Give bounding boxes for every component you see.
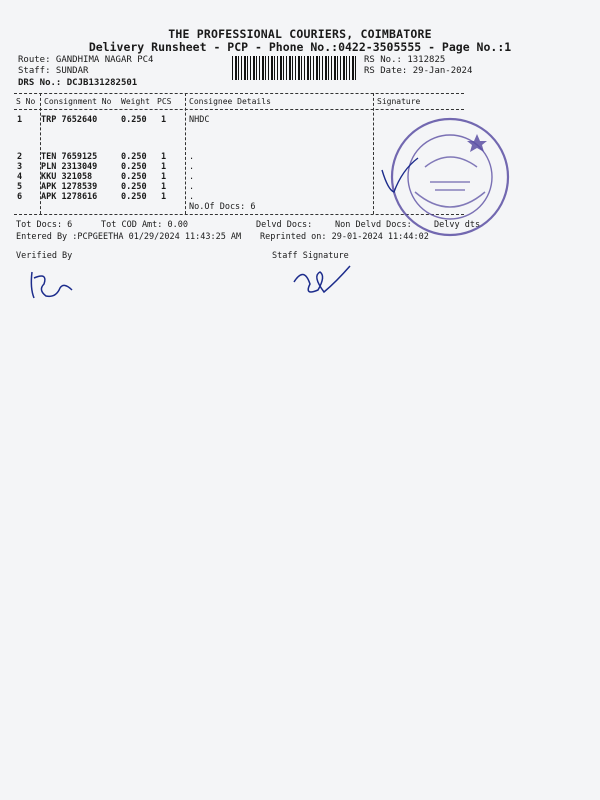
row-sno: 2	[17, 152, 23, 162]
row-sno: 4	[17, 172, 23, 182]
reprinted-on: Reprinted on: 29-01-2024 11:44:02	[260, 232, 429, 242]
row-consignee: NHDC	[189, 115, 210, 125]
row-consignee: .	[189, 152, 195, 162]
row-weight: 0.250	[121, 182, 147, 192]
row-sno: 6	[17, 192, 23, 202]
row-consignee: .	[189, 162, 195, 172]
delvy-dts: Delvy dts	[434, 220, 481, 230]
row-pcs: 1	[161, 152, 167, 162]
row-consignment: APK 1278616	[41, 192, 98, 202]
col-header-sno: S No	[16, 97, 36, 106]
row-consignee: .	[189, 182, 195, 192]
rs-number: RS No.: 1312825	[364, 55, 446, 65]
col-header-weight: Weight	[121, 97, 150, 106]
tot-docs: Tot Docs: 6	[16, 220, 73, 230]
row-consignee: .	[189, 172, 195, 182]
drs-number: DRS No.: DCJB131282501	[18, 78, 138, 88]
row-sno: 5	[17, 182, 23, 192]
col-divider	[185, 93, 186, 214]
row-pcs: 1	[161, 115, 167, 125]
rs-date: RS Date: 29-Jan-2024	[364, 66, 473, 76]
staff-label: Staff: SUNDAR	[18, 66, 89, 76]
table-top-rule	[14, 93, 464, 94]
row-weight: 0.250	[121, 162, 147, 172]
row-pcs: 1	[161, 172, 167, 182]
runsheet-subtitle: Delivery Runsheet - PCP - Phone No.:0422-3505555 - Page No.:1	[88, 40, 512, 54]
row-consignment: PLN 2313049	[41, 162, 98, 172]
row-consignment: APK 1278539	[41, 182, 98, 192]
company-title: THE PROFESSIONAL COURIERS, COIMBATORE	[168, 27, 432, 41]
row-weight: 0.250	[121, 172, 147, 182]
col-header-pcs: PCS	[157, 97, 172, 106]
row-pcs: 1	[161, 192, 167, 202]
tot-cod-amt: Tot COD Amt: 0.00	[101, 220, 188, 230]
col-header-consignee: Consignee Details	[189, 97, 271, 106]
col-header-consignment: Consignment No	[44, 97, 112, 106]
row-consignment: KKU 321058	[41, 172, 93, 182]
staff-signature-label: Staff Signature	[272, 251, 349, 261]
row-weight: 0.250	[121, 192, 147, 202]
row-sno: 3	[17, 162, 23, 172]
row-sno: 1	[17, 115, 23, 125]
col-divider	[373, 93, 374, 214]
verified-by-label: Verified By	[16, 251, 73, 261]
route-label: Route: GANDHIMA NAGAR PC4	[18, 55, 154, 65]
staff-signature	[290, 262, 360, 302]
row-pcs: 1	[161, 182, 167, 192]
signature-tick	[378, 150, 428, 200]
verified-signature	[26, 268, 86, 304]
no-of-docs: No.Of Docs: 6	[189, 202, 256, 212]
row-weight: 0.250	[121, 115, 147, 125]
non-delvd-docs: Non Delvd Docs:	[335, 220, 412, 230]
barcode	[232, 56, 356, 80]
row-consignee: .	[189, 192, 195, 202]
row-consignment: TRP 7652640	[41, 115, 98, 125]
row-consignment: TEN 7659125	[41, 152, 98, 162]
table-header-rule	[14, 109, 464, 110]
col-header-signature: Signature	[377, 97, 421, 106]
delvd-docs: Delvd Docs:	[256, 220, 313, 230]
row-weight: 0.250	[121, 152, 147, 162]
row-pcs: 1	[161, 162, 167, 172]
entered-by: Entered By :PCPGEETHA 01/29/2024 11:43:25 AM	[16, 232, 242, 242]
